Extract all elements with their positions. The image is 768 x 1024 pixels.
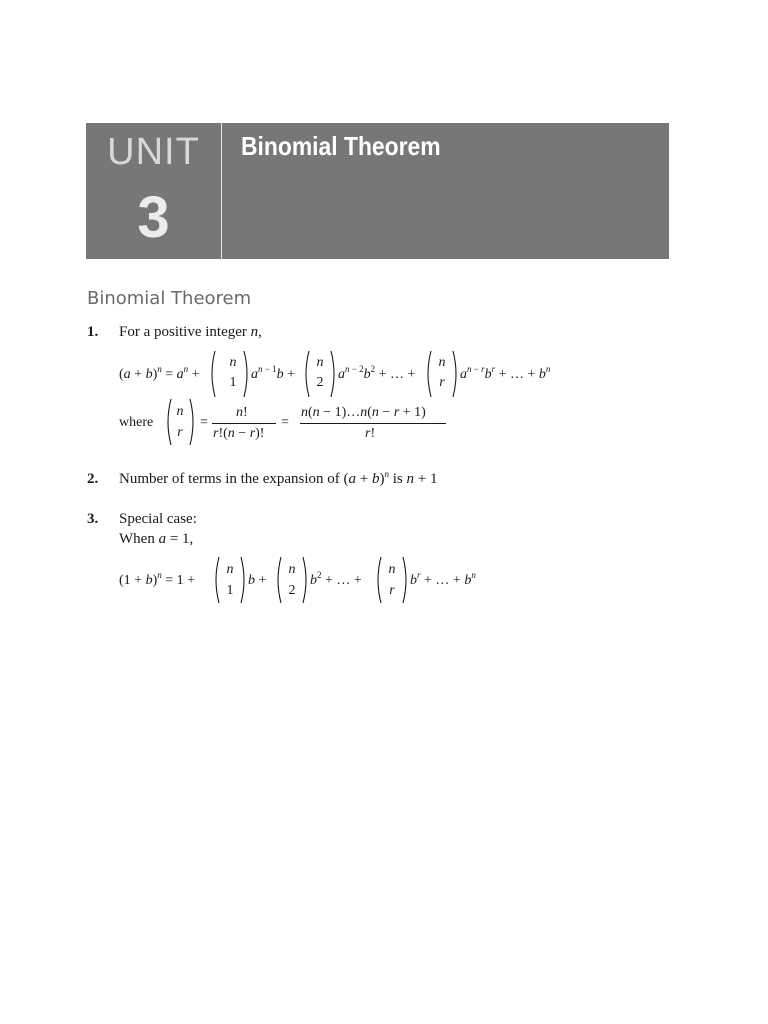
unit-number: 3	[137, 185, 170, 250]
item-2-number: 2.	[87, 471, 99, 487]
unit-banner	[86, 123, 669, 259]
item-3-subtext: When a = 1,	[119, 531, 194, 547]
item-3-number: 3.	[87, 511, 99, 527]
where-label: where	[119, 415, 154, 430]
chapter-title: Binomial Theorem	[241, 131, 441, 161]
item-2-text: Number of terms in the expansion of $(a + b)^n$ is n + 1	[119, 469, 438, 487]
item-3-text: Special case:	[119, 511, 197, 527]
item-1-number: 1.	[87, 324, 99, 340]
section-heading: Binomial Theorem	[87, 288, 252, 309]
item-1-text: For a positive integer n,	[119, 324, 262, 340]
unit-word: UNIT	[107, 131, 200, 173]
unit-label-box	[86, 123, 222, 259]
